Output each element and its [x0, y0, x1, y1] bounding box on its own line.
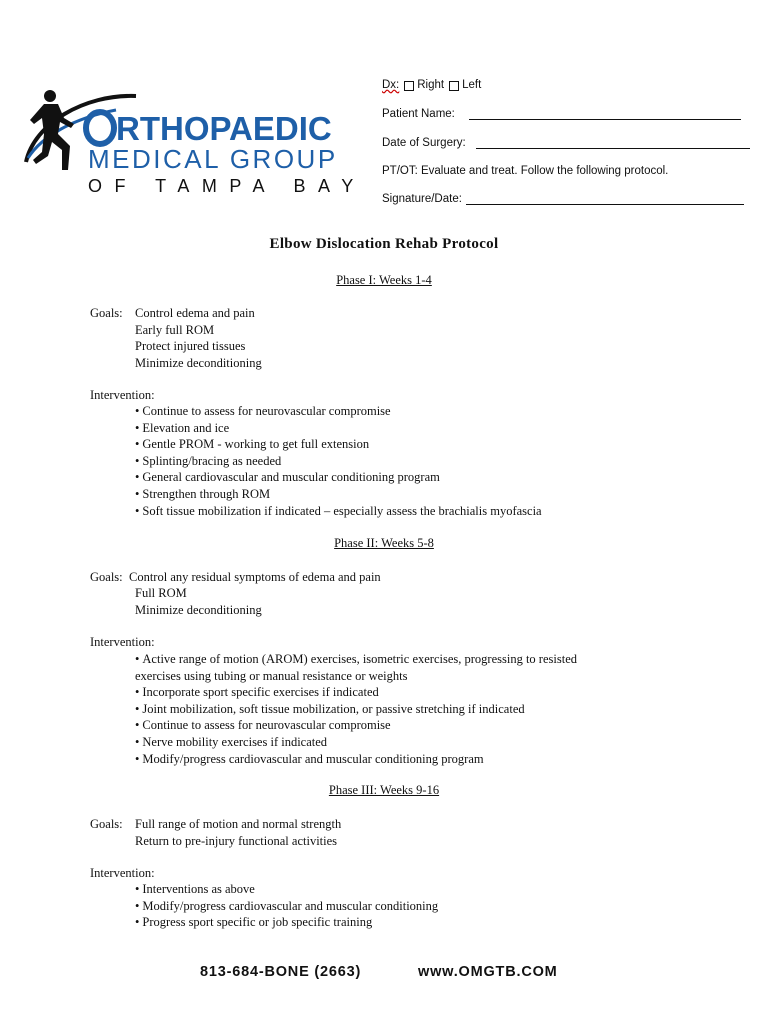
dx-label: Dx: — [382, 79, 400, 91]
logo-medical-group-text: MEDICAL GROUP — [88, 144, 338, 174]
intervention-item: • Splinting/bracing as needed — [135, 453, 282, 468]
surgery-date-row — [382, 137, 750, 149]
goal-item: Minimize deconditioning — [135, 355, 262, 370]
goal-item: Early full ROM — [135, 322, 215, 337]
phase-2-goals — [135, 585, 262, 618]
intervention-item: • Soft tissue mobilization if indicated – especially assess the brachialis myofascia — [135, 503, 542, 518]
ptot-row — [382, 165, 668, 177]
right-checkbox[interactable] — [404, 81, 414, 91]
signature-field[interactable] — [466, 193, 744, 205]
intervention-item: • Active range of motion (AROM) exercises, isometric exercises, progressing to resisted — [135, 652, 577, 666]
phase-2-goal-first: Control any residual symptoms of edema and pain — [129, 570, 381, 584]
goal-item: Minimize deconditioning — [135, 602, 262, 617]
logo — [24, 84, 366, 204]
dx-row — [382, 79, 481, 91]
intervention-item: • Elevation and ice — [135, 420, 230, 435]
phase-3-goals — [135, 816, 341, 849]
left-checkbox[interactable] — [449, 81, 459, 91]
intervention-item: • Nerve mobility exercises if indicated — [135, 734, 328, 749]
ptot-text: PT/OT: Evaluate and treat. Follow the following protocol. — [382, 165, 669, 177]
patient-name-field[interactable] — [469, 108, 741, 120]
patient-name-row — [382, 108, 741, 120]
phase-2-goals-label: Goals: — [90, 570, 123, 584]
phase-1-intervention-label: Intervention: — [90, 388, 155, 402]
goal-item: Protect injured tissues — [135, 339, 246, 354]
phase-2-heading: Phase II: Weeks 5-8 — [334, 536, 434, 550]
intervention-item: • Strengthen through ROM — [135, 486, 271, 501]
goal-item: Return to pre-injury functional activities — [135, 833, 338, 848]
left-label: Left — [462, 79, 482, 91]
phase-1-heading: Phase I: Weeks 1-4 — [336, 273, 432, 287]
footer-website[interactable]: www.OMGTB.COM — [418, 964, 558, 980]
intervention-item: • Modify/progress cardiovascular and muscular conditioning — [135, 898, 439, 913]
phase-2-interventions — [135, 651, 577, 767]
intervention-item: • Modify/progress cardiovascular and muscular conditioning program — [135, 751, 484, 766]
phase-3-goals-label: Goals: — [90, 817, 123, 831]
intervention-item: • Progress sport specific or job specific training — [135, 915, 373, 930]
goal-item: Full range of motion and normal strength — [135, 817, 342, 831]
intervention-item: • Incorporate sport specific exercises if indicated — [135, 685, 379, 700]
goal-item: Full ROM — [135, 586, 187, 600]
surgery-date-label: Date of Surgery: — [382, 137, 466, 149]
intervention-item: • Joint mobilization, soft tissue mobilization, or passive stretching if indicated — [135, 701, 525, 716]
footer-phone: 813-684-BONE (2663) — [200, 964, 362, 980]
phase-3-intervention-label: Intervention: — [90, 866, 155, 880]
goal-item: Control edema and pain — [135, 306, 255, 320]
intervention-item: • Gentle PROM - working to get full extension — [135, 437, 370, 452]
patient-name-label: Patient Name: — [382, 108, 455, 120]
intervention-item: • Continue to assess for neurovascular compromise — [135, 404, 391, 418]
document-title: Elbow Dislocation Rehab Protocol — [269, 236, 499, 252]
signature-row — [382, 193, 744, 205]
phase-1-interventions — [135, 403, 542, 519]
logo-tampa-bay-text: OF TAMPA BAY — [88, 176, 366, 196]
right-label: Right — [417, 79, 445, 91]
intervention-item: • Interventions as above — [135, 882, 255, 896]
signature-label: Signature/Date: — [382, 193, 462, 205]
logo-orthopaedic-text: RTHOPAEDIC — [116, 110, 332, 147]
phase-1-goals — [135, 305, 262, 371]
surgery-date-field[interactable] — [476, 137, 750, 149]
phase-3-heading: Phase III: Weeks 9-16 — [328, 783, 440, 797]
intervention-item: • General cardiovascular and muscular conditioning program — [135, 470, 440, 485]
phase-2-intervention-label: Intervention: — [90, 635, 155, 649]
intervention-item: • Continue to assess for neurovascular compromise — [135, 718, 391, 733]
intervention-continuation: exercises using tubing or manual resistance or weights — [135, 668, 408, 683]
phase-3-interventions — [135, 881, 438, 931]
phase-1-goals-label: Goals: — [90, 306, 123, 320]
